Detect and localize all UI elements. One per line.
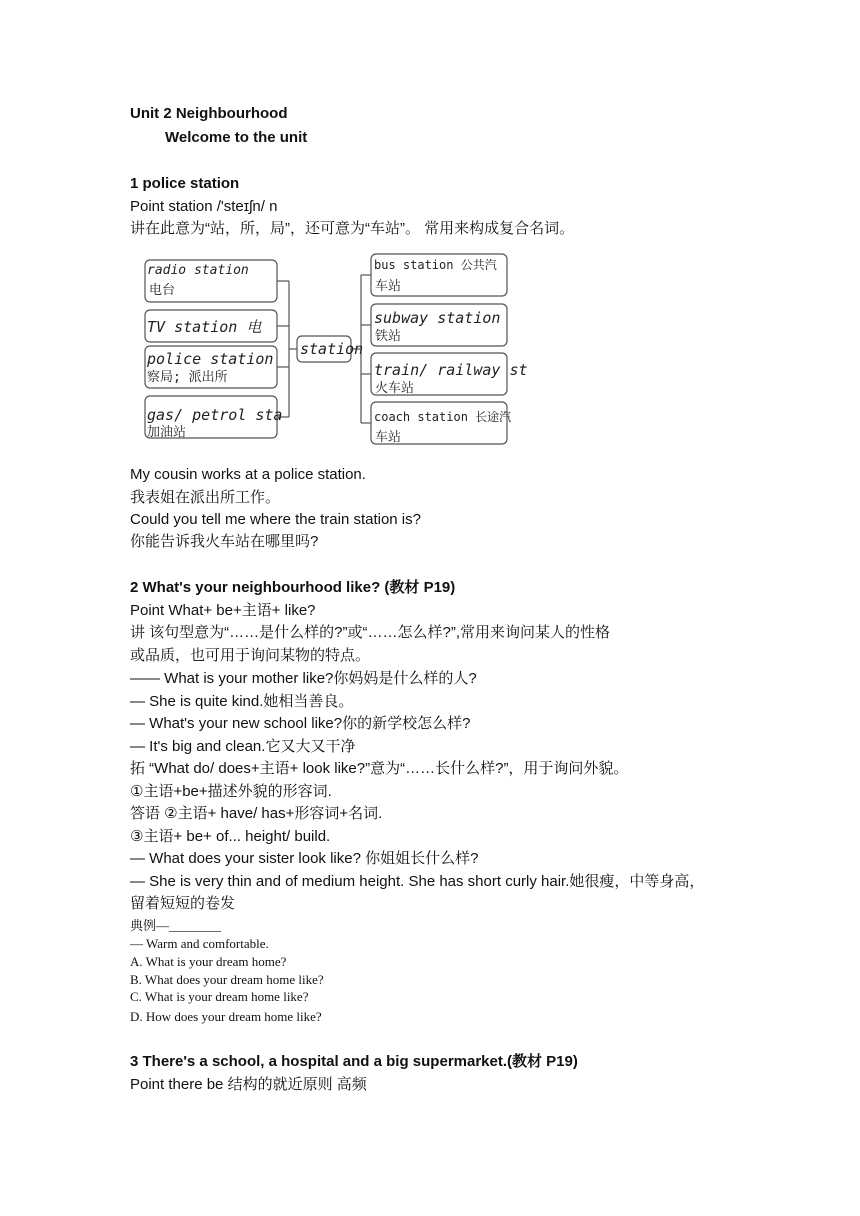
- unit-title: Unit 2 Neighbourhood: [130, 105, 288, 122]
- section2-explain-2: 或品质，也可用于询问某物的特点。: [130, 647, 371, 664]
- section2-explain-1: 讲 该句型意为“……是什么样的?”或“……怎么样?”,常用来询问某人的性格: [130, 624, 611, 641]
- extension-note: 拓 “What do/ does+主语+ look like?”意为“……长什么样?”，用于询问外貌。: [130, 760, 629, 777]
- left-4-line1: gas/ petrol sta: [147, 406, 283, 424]
- answer-pattern-3: ③主语+ be+ of... height/ build.: [130, 828, 331, 845]
- answer-pattern-1: ①主语+be+描述外貌的形容词.: [130, 783, 332, 800]
- option-a: A. What is your dream home?: [130, 954, 287, 969]
- left-2-line1: TV station 电: [147, 318, 262, 336]
- left-3-line1: police station: [147, 350, 274, 368]
- option-b: B. What does your dream home like?: [130, 972, 324, 987]
- right-2-line1: subway station: [374, 309, 501, 327]
- center-label: station: [300, 340, 364, 358]
- section1-example2-cn: 你能告诉我火车站在哪里吗?: [130, 533, 319, 550]
- dialogue-line-4: — It's big and clean.它又大又干净: [130, 738, 356, 755]
- section3-point: Point there be 结构的就近原则 高频: [130, 1076, 367, 1093]
- dialogue-line-5: — What does your sister look like? 你姐姐长什么样?: [130, 850, 479, 867]
- left-1-line2: 电台: [149, 283, 176, 298]
- section1-example1-en: My cousin works at a police station.: [130, 466, 366, 483]
- dialogue-line-2: — She is quite kind.她相当善良。: [130, 693, 354, 710]
- right-2-line2: 铁站: [375, 329, 402, 344]
- dialogue-line-3: — What's your new school like?你的新学校怎么样?: [130, 715, 471, 732]
- station-word-map: [143, 250, 543, 450]
- option-d: D. How does your dream home like?: [130, 1009, 322, 1024]
- left-1-line1: radio station: [147, 263, 249, 278]
- dialogue-line-6: — She is very thin and of medium height. She has short curly hair.她很瘦，中等身高，: [130, 873, 705, 890]
- answer-pattern-2: 答语 ②主语+ have/ has+形容词+名词.: [130, 805, 383, 822]
- unit-subtitle: Welcome to the unit: [165, 129, 308, 146]
- dialogue-line-6-cont: 留着短短的卷发: [130, 895, 236, 912]
- dialogue-line-1: —— What is your mother like?你妈妈是什么样的人?: [130, 670, 477, 687]
- right-4-line2: 车站: [375, 430, 402, 445]
- section1-heading: 1 police station: [130, 175, 240, 192]
- example-answer-line: — Warm and comfortable.: [130, 936, 269, 951]
- right-1-line1: bus station 公共汽: [374, 258, 497, 272]
- right-4-line1: coach station 长途汽: [374, 410, 512, 424]
- section1-example2-en: Could you tell me where the train station is?: [130, 511, 421, 528]
- section1-example1-cn: 我表姐在派出所工作。: [130, 489, 281, 506]
- right-3-line1: train/ railway st: [374, 361, 528, 379]
- option-c: C. What is your dream home like?: [130, 989, 309, 1004]
- section1-explain: 讲在此意为“站，所，局”，还可意为“车站”。 常用来构成复合名词。: [130, 220, 575, 237]
- right-3-line2: 火车站: [375, 381, 415, 396]
- section1-point: Point station /'steɪʃn/ n: [130, 198, 278, 215]
- section2-point: Point What+ be+主语+ like?: [130, 602, 316, 619]
- left-4-line2: 加油站: [147, 425, 187, 440]
- section3-heading: 3 There's a school, a hospital and a big supermarket.(教材 P19): [130, 1053, 578, 1070]
- example-label: 典例—________: [130, 918, 222, 933]
- left-3-line2: 察局; 派出所: [147, 370, 228, 385]
- right-1-line2: 车站: [375, 279, 402, 294]
- section2-heading: 2 What's your neighbourhood like? (教材 P19): [130, 579, 456, 596]
